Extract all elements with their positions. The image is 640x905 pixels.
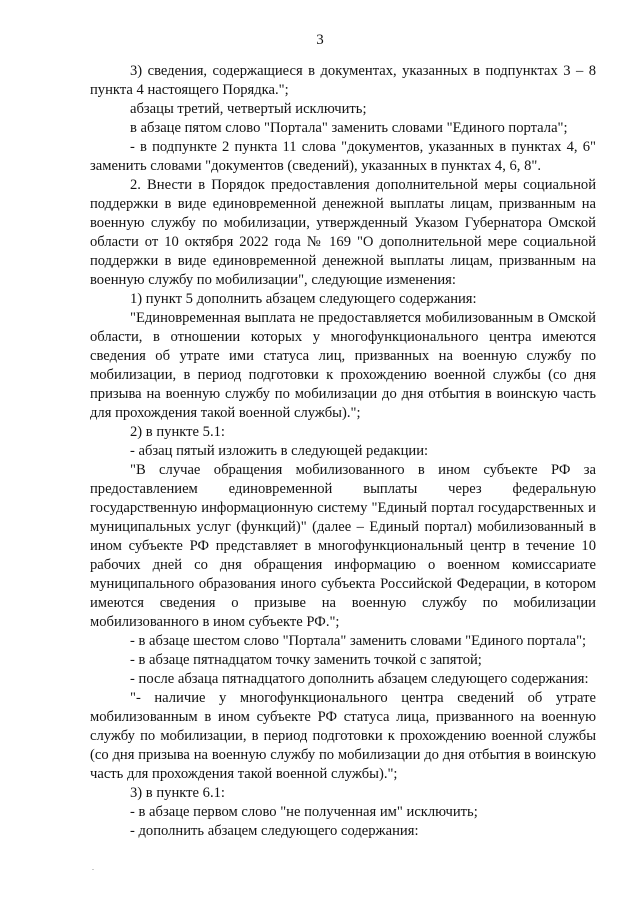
paragraph: - в абзаце шестом слово "Портала" заменить словами "Единого портала"; xyxy=(130,633,587,649)
paragraph: - в подпункте 2 пункта 11 слова "документов, указанных в пунктах 4, 6" заменить словами "документов (сведений), указанных в пунктах 4, 6, 8". xyxy=(90,139,596,174)
paragraph: "- наличие у многофункционального центра сведений об утрате мобилизованным в ином субъекте РФ статуса лица, призванного на военную службу по мобилизации, в период подготовки к прохождению военной службы (со дня призыва на военную службу по мобилизации до дня отбытия в воинскую часть для прохождения такой военной службы)."; xyxy=(90,690,596,782)
paragraph: - в абзаце пятнадцатом точку заменить точкой с запятой; xyxy=(130,652,482,668)
paragraph: "Единовременная выплата не предоставляется мобилизованным в Омской области, в отношении которых у многофункционального центра имеются сведения об утрате ими статуса лиц, призванных на военную службу по мобилизации, в период подготовки к прохождению военной службы (со дня призыва на военную службу по мобилизации до дня отбытия в воинскую часть для прохождения такой военной службы)."; xyxy=(90,310,596,421)
paragraph: - абзац пятый изложить в следующей редакции: xyxy=(130,443,429,459)
paragraph: "В случае обращения мобилизованного в ином субъекте РФ за предоставлением единовременной выплаты через федеральную государственную информационную систему "Единый портал государственных и муниципальных услуг (функций)" (далее – Единый портал) мобилизованный в ином субъекте РФ представляет в многофункциональный центр в течение 10 рабочих дней со дня обращения информацию о военном комиссариате муниципального образования иного субъекта Российской Федерации, в котором имеются сведения о призыве на военную службу по мобилизации мобилизованного в ином субъекте РФ."; xyxy=(90,462,596,630)
paragraph: 1) пункт 5 дополнить абзацем следующего содержания: xyxy=(130,291,477,307)
paragraph: 3) в пункте 6.1: xyxy=(130,785,225,801)
document-body xyxy=(90,62,596,841)
paragraph: - после абзаца пятнадцатого дополнить абзацем следующего содержания: xyxy=(130,671,589,687)
paragraph: 3) сведения, содержащиеся в документах, указанных в подпунктах 3 – 8 пункта 4 настоящего Порядка."; xyxy=(90,63,596,98)
paragraph: - в абзаце первом слово "не полученная им" исключить; xyxy=(130,804,478,820)
page-number: 3 xyxy=(316,32,324,48)
paragraph: 2) в пункте 5.1: xyxy=(130,424,225,440)
paragraph: 2. Внести в Порядок предоставления дополнительной меры социальной поддержки в виде единовременной денежной выплаты лицам, призванным на военную службу по мобилизации, утвержденный Указом Губернатора Омской области от 10 октября 2022 года № 169 "О дополнительной мере социальной поддержки в виде единовременной денежной выплаты лицам, призванным на военную службу по мобилизации", следующие изменения: xyxy=(90,177,596,288)
paragraph: в абзаце пятом слово "Портала" заменить словами "Единого портала"; xyxy=(130,120,568,136)
corner-mark: . xyxy=(92,863,94,872)
paragraph: - дополнить абзацем следующего содержания: xyxy=(130,823,419,839)
paragraph: абзацы третий, четвертый исключить; xyxy=(130,101,367,117)
